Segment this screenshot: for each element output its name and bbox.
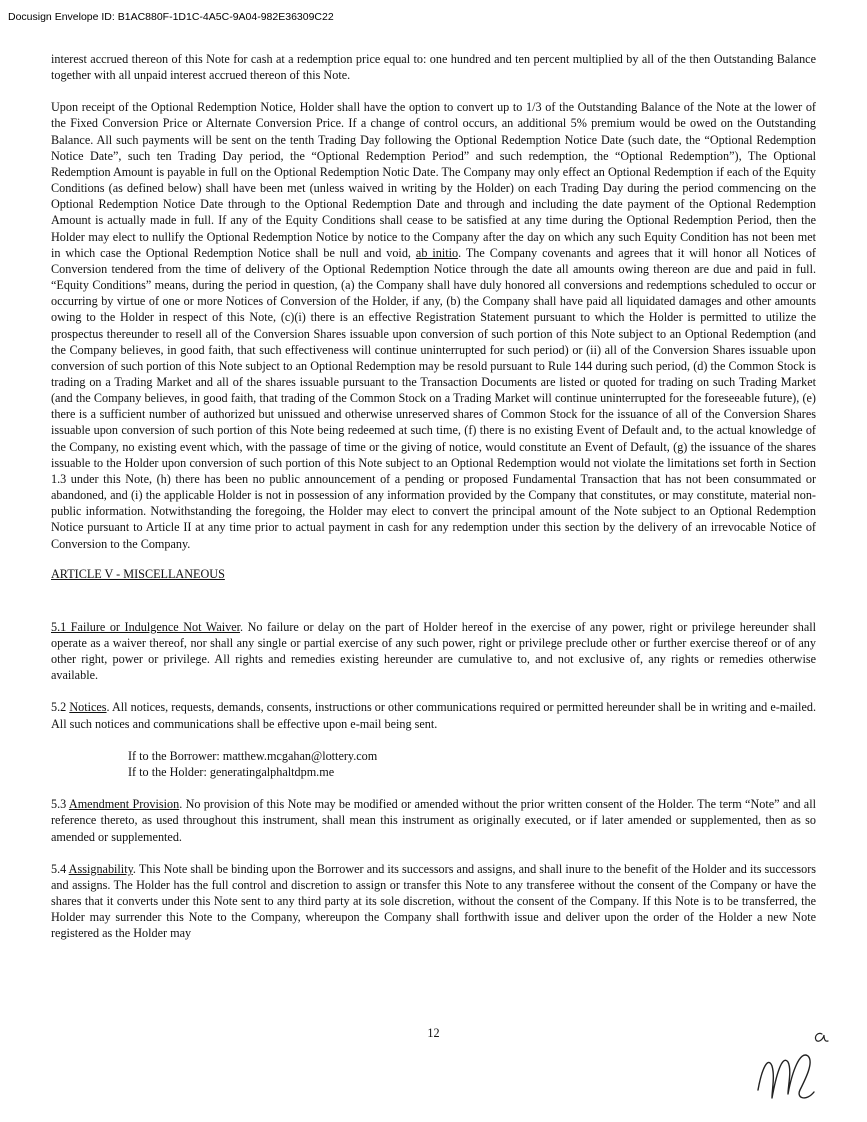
section-5-3-body: . No provision of this Note may be modified or amended without the prior written consent of the Holder. The term “Note” and all reference thereto, as used throughout this instrument, shall mean this instrument as originally executed, or if later amended or supplemented, then as so amended or supplemented. <box>51 797 816 844</box>
document-page <box>51 51 816 941</box>
section-5-4-heading: Assignability <box>68 861 133 876</box>
intro-paragraph: interest accrued thereon of this Note for cash at a redemption price equal to: one hundred and ten percent multiplied by all of the then Outstanding Balance together with all unpaid interest accrued thereon of this Note. <box>51 52 816 83</box>
article-heading: ARTICLE V - MISCELLANEOUS <box>51 566 225 581</box>
section-5-1 <box>51 619 816 684</box>
section-5-4-number: 5.4 <box>51 861 69 876</box>
ab-initio-term: ab initio <box>415 245 459 260</box>
holder-notice-address: If to the Holder: generatingalphaltdpm.me <box>128 764 335 779</box>
section-5-3-number: 5.3 <box>51 797 69 812</box>
paragraph-text-part1: Upon receipt of the Optional Redemption Notice, Holder shall have the option to convert up to 1/3 of the Outstanding Balance of the Note at the lower of the Fixed Conversion Price or Alternate Conversion Price. If a change of control occurs, an additional 5% premium would be owed on the Outstanding Balance. All such payments will be sent on the tenth Trading Day following the Optional Redemption Notice Date (such date, the “Optional Redemption Notice Date”, such ten Trading Day period, the “Optional Redemption Period” and such redemption, the “Optional Redemption”), The Optional Redemption Amount is payable in full on the Optional Redemption Notic Date. The Company may only effect an Optional Redemption if each of the Equity Conditions (as defined below) shall have been met (unless waived in writing by the Holder) on each Trading Day during the period commencing on the Optional Redemption Notice Date through to the Optional Redemption Date and through and including the date payment of the Optional Redemption Amount is actually made in full. If any of the Equity Conditions shall cease to be satisfied at any time during the Optional Redemption Period, then the Holder may elect to nullify the Optional Redemption Notice by notice to the Company after the day on which any such Equity Condition has not been met in which case the Optional Redemption Notice shall be null and void, <box>51 100 816 260</box>
paragraph-text-part2: . The Company covenants and agrees that it will honor all Notices of Conversion tendered from the time of delivery of the Optional Redemption Notice through the date all amounts owing thereon are due and paid in full. “Equity Conditions” means, during the period in question, (a) the Company shall have duly honored all conversions and redemptions scheduled to occur or occurring by virtue of one or more Notices of Conversion of the Holder, if any, (b) the Company shall have paid all liquidated damages and other amounts owing to the Holder in respect of this Note, (c)(i) there is an effective Registration Statement pursuant to which the Holder is permitted to utilize the prospectus thereunder to resell all of the Conversion Shares issuable upon conversion of such portion of this Note subject to an Optional Redemption (and the Company believes, in good faith, that such effectiveness will continue uninterrupted for such period) or (ii) all of the Conversion Shares issuable upon conversion of such portion of this Note subject to an Optional Redemption may be resold pursuant to Rule 144 during such period, (d) the Common Stock is trading on a Trading Market and all of the shares issuable pursuant to the Transaction Documents are listed or quoted for trading on such Trading Market (and the Company believes, in good faith, that trading of the Common Stock on a Trading Market will continue uninterrupted for the foreseeable future), (e) there is a sufficient number of authorized but unissued and otherwise unreserved shares of Common Stock for the issuance of all of the Conversion Shares issuable upon conversion of such portion of this Note being redeemed at such time, (f) there is no existing Event of Default and, to the actual knowledge of the Company, no existing event which, with the passage of time or the giving of notice, would constitute an Event of Default, (g) the issuance of the shares issuable to the Holder upon conversion of such portion of this Note subject to an Optional Redemption would not violate the limitations set forth in Section 1.3 under this Note, (h) there has been no public announcement of a pending or proposed Fundamental Transaction that has not been consummated or abandoned, and (i) the applicable Holder is not in possession of any information provided by the Company that constitutes, or may constitute, material non-public information. Notwithstanding the foregoing, the Holder may elect to convert the principal amount of the Note subject to an Optional Redemption Notice pursuant to Article II at any time prior to actual payment in cash for any redemption under this section by the delivery of an irrevocable Notice of Conversion to the Company. <box>51 245 816 551</box>
section-5-2-number: 5.2 <box>51 700 70 715</box>
section-5-4 <box>51 861 816 942</box>
section-5-2 <box>51 699 816 731</box>
section-5-1-body: . No failure or delay on the part of Holder hereof in the exercise of any power, right or privilege hereunder shall operate as a waiver thereof, nor shall any single or partial exercise of any such power, right or privilege preclude other or further exercise thereof or of any other right, power or privilege. All rights and remedies existing hereunder are cumulative to, and not exclusive of, any rights or remedies otherwise available. <box>51 619 816 683</box>
notice-addresses <box>128 748 816 780</box>
page-number: 12 <box>427 1026 440 1040</box>
handwritten-initials-signature <box>752 1028 852 1108</box>
section-5-3 <box>51 796 816 844</box>
docusign-envelope-id: Docusign Envelope ID: B1AC880F-1D1C-4A5C-9A04-982E36309C22 <box>8 11 334 23</box>
borrower-notice-address: If to the Borrower: matthew.mcgahan@lottery.com <box>128 748 378 763</box>
section-5-2-body: . All notices, requests, demands, consents, instructions or other communications required or permitted hereunder shall be in writing and e-mailed. All such notices and communications shall be effective upon e-mail being sent. <box>51 700 816 731</box>
optional-redemption-paragraph <box>51 99 816 551</box>
section-5-2-heading: Notices <box>69 700 107 715</box>
section-5-1-heading: 5.1 Failure or Indulgence Not Waiver <box>51 619 241 634</box>
section-5-4-body: . This Note shall be binding upon the Borrower and its successors and assigns, and shall inure to the benefit of the Holder and its successors and assigns. The Holder has the full control and discretion to assign or transfer this Note to any transferee without the consent of the Company or have the shares that it converts under this Note sent to any third party at its sole discretion, without the consent of the Company. If this Note is to be transferred, the Holder may surrender this Note to the Company, whereupon the Company shall forthwith issue and deliver upon the order of the Holder a new Note registered as the Holder may <box>51 861 817 941</box>
section-5-3-heading: Amendment Provision <box>68 797 180 812</box>
